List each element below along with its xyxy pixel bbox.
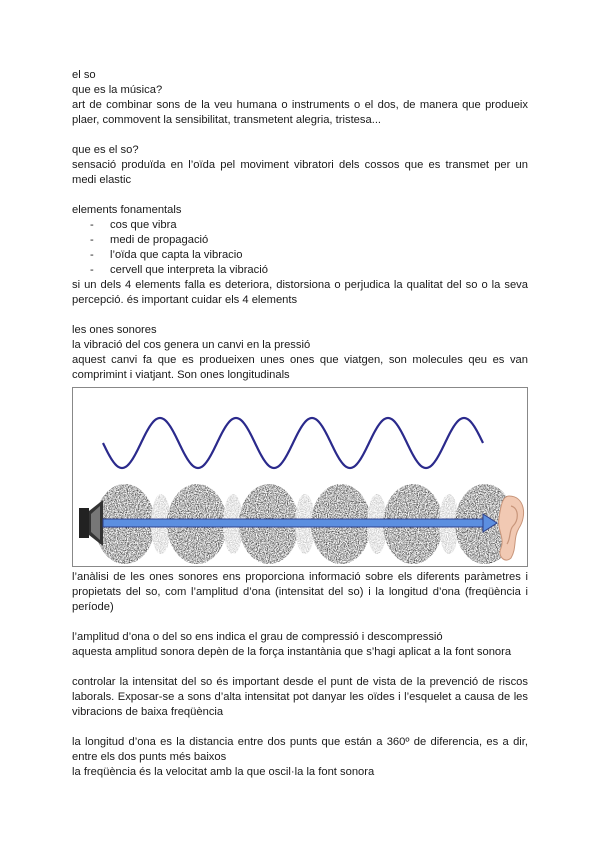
elements-list <box>72 218 528 278</box>
amplitude-line-2: aquesta amplitud sonora depèn de la força instantània que s’hagi aplicat a la font sonora <box>72 646 512 658</box>
elements-note: si un dels 4 elements falla es deteriora, distorsiona o perjudica la qualitat del so o la seva percepció. és important cuidar els 4 elements <box>72 279 528 306</box>
wavelength-line-1: la longitud d’ona es la distancia entre dos punts que están a 360º de diferencia, es a dir, entre els dos punts més baixos <box>72 736 528 763</box>
amplitude-line-1: l’amplitud d’ona o del so ens indica el grau de compressió i descompressió <box>72 631 443 643</box>
ear-icon <box>499 496 524 560</box>
question-sound: que es el so? <box>72 144 139 156</box>
doc-title: el so <box>72 69 96 81</box>
sound-wave-figure <box>72 387 528 567</box>
sine-wave <box>103 418 483 468</box>
intensity-paragraph: controlar la intensitat del so és important desde el punt de vista de la prevenció de riscos laborals. Exposar-se a sons d’alta intensitat pot danyar les oïdes i l’esquelet a causa de les vibracions de baixa freqüència <box>72 676 528 718</box>
waves-line-1: la vibració del cos genera un canvi en la pressió <box>72 339 311 351</box>
answer-sound: sensació produïda en l’oïda pel moviment vibratori dels cossos que es transmet per un medi elastic <box>72 159 528 186</box>
list-item: - medi de propagació <box>90 234 209 246</box>
list-item: - cervell que interpreta la vibració <box>90 264 268 276</box>
waves-line-2: aquest canvi fa que es produeixen unes ones que viatgen, son molecules qeu es van comprimint i viatjant. Son ones longitudinals <box>72 354 528 381</box>
question-music: que es la música? <box>72 84 163 96</box>
document-page <box>72 68 528 780</box>
waves-heading: les ones sonores <box>72 324 157 336</box>
list-item: - cos que vibra <box>90 219 177 231</box>
list-item: - l’oïda que capta la vibracio <box>90 249 243 261</box>
analysis-paragraph: l’anàlisi de les ones sonores ens proporciona informació sobre els diferents paràmetres i propietats del so, com l’amplitud d’ona (intensitat del so) i la longitud d’ona (freqüència i període) <box>72 571 528 613</box>
wavelength-line-2: la freqüència és la velocitat amb la que oscil·la la font sonora <box>72 766 375 778</box>
answer-music: art de combinar sons de la veu humana o instruments o el dos, de manera que produeix plaer, commovent la sensibilitat, transmetent alegria, tristesa... <box>72 99 528 126</box>
elements-heading: elements fonamentals <box>72 204 182 216</box>
sound-wave-illustration <box>73 388 527 566</box>
speaker-icon <box>79 500 103 546</box>
